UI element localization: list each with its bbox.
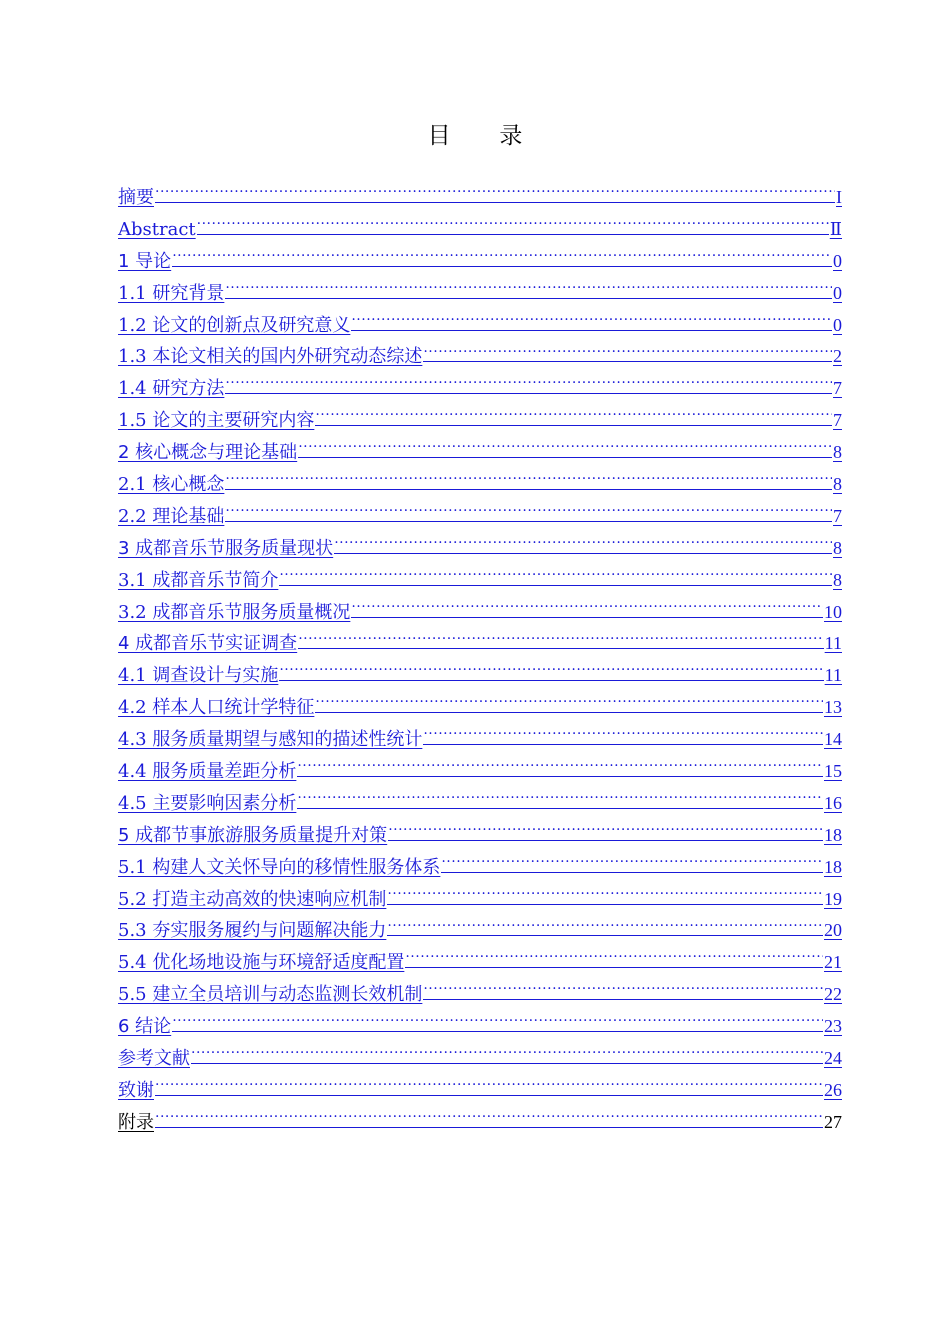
toc-entry-label: 1 导论 [118, 250, 172, 272]
toc-dot-leader [197, 216, 829, 235]
toc-entry-label: 5.4 优化场地设施与环境舒适度配置 [118, 952, 405, 974]
toc-entry-label: 3.2 成都音乐节服务质量概况 [118, 601, 351, 623]
toc-dot-leader [351, 312, 832, 331]
toc-entry-label: 2.2 理论基础 [118, 505, 225, 527]
toc-entry-page-number: 22 [824, 984, 842, 1005]
toc-entry[interactable] [118, 660, 842, 692]
toc-entry[interactable] [118, 278, 842, 310]
toc-entry[interactable] [118, 692, 842, 724]
toc-entry[interactable] [118, 947, 842, 979]
toc-entry-label: 1.2 论文的创新点及研究意义 [118, 314, 351, 336]
toc-entry-label: 1.3 本论文相关的国内外研究动态综述 [118, 346, 423, 368]
toc-dot-leader [279, 567, 832, 586]
toc-entry[interactable] [118, 788, 842, 820]
toc-dot-leader [297, 758, 823, 777]
toc-dot-leader [334, 535, 832, 554]
toc-entry-page-number: 7 [833, 378, 842, 399]
toc-entry-page-number: 20 [824, 920, 842, 941]
toc-dot-leader [225, 280, 832, 299]
toc-entry-label: 2.1 核心概念 [118, 474, 225, 496]
toc-entry-label: 附录 [118, 1111, 154, 1133]
toc-entry-label: 5.2 打造主动高效的快速响应机制 [118, 888, 387, 910]
toc-entry-page-number: 8 [833, 537, 842, 558]
toc-dot-leader [172, 1013, 823, 1032]
toc-entry-label: 4.2 样本人口统计学特征 [118, 697, 315, 719]
toc-entry-page-number: 21 [824, 952, 842, 973]
toc-entry-page-number: 23 [824, 1016, 842, 1037]
toc-entry[interactable] [118, 246, 842, 278]
toc-entry[interactable] [118, 373, 842, 405]
toc-dot-leader [315, 407, 832, 426]
toc-entry[interactable] [118, 501, 842, 533]
toc-entry-label: 参考文献 [118, 1048, 190, 1070]
toc-entry-label: 4.5 主要影响因素分析 [118, 792, 297, 814]
toc-entry-label: 1.1 研究背景 [118, 282, 225, 304]
toc-entry-label: 4.4 服务质量差距分析 [118, 761, 297, 783]
toc-entry-page-number: 13 [824, 697, 842, 718]
page-title: 目 录 [427, 123, 544, 149]
toc-entry[interactable] [118, 469, 842, 501]
toc-entry [118, 1107, 842, 1139]
toc-entry[interactable] [118, 724, 842, 756]
toc-entry-label: 摘要 [118, 187, 154, 208]
toc-entry[interactable] [118, 820, 842, 852]
toc-dot-leader [155, 184, 835, 203]
toc-entry-page-number: 0 [833, 250, 842, 271]
toc-entry-label: 1.5 论文的主要研究内容 [118, 410, 315, 432]
toc-entry[interactable] [118, 437, 842, 469]
toc-entry-label: Abstract [118, 218, 196, 240]
toc-entry-page-number: I [836, 187, 842, 207]
toc-entry[interactable] [118, 597, 842, 629]
toc-entry-page-number: Ⅱ [829, 218, 842, 239]
toc-dot-leader [297, 790, 823, 809]
toc-dot-leader [315, 694, 823, 713]
toc-dot-leader [191, 1045, 823, 1064]
toc-dot-leader [279, 662, 823, 681]
toc-dot-leader [405, 949, 823, 968]
toc-dot-leader [225, 471, 832, 490]
toc-dot-leader [423, 343, 832, 362]
toc-entry-page-number: 26 [824, 1079, 842, 1100]
toc-entry-label: 致谢 [118, 1079, 154, 1101]
toc-entry[interactable] [118, 565, 842, 597]
toc-dot-leader [298, 439, 832, 458]
toc-entry-page-number: 7 [833, 410, 842, 431]
toc-entry-page-number: 19 [824, 888, 842, 909]
toc-entry-label: 3.1 成都音乐节简介 [118, 569, 279, 591]
toc-dot-leader [225, 375, 832, 394]
toc-entry-page-number: 11 [824, 633, 842, 654]
toc-entry-label: 5.5 建立全员培训与动态监测长效机制 [118, 984, 423, 1006]
toc-entry-label: 1.4 研究方法 [118, 378, 225, 400]
toc-entry-label: 6 结论 [118, 1016, 172, 1038]
toc-dot-leader [387, 917, 823, 936]
toc-entry[interactable] [118, 405, 842, 437]
toc-entry[interactable] [118, 628, 842, 660]
toc-entry[interactable] [118, 1011, 842, 1043]
toc-entry[interactable] [118, 341, 842, 373]
toc-dot-leader [225, 503, 832, 522]
toc-entry[interactable] [118, 756, 842, 788]
toc-entry-page-number: 15 [824, 761, 842, 782]
toc-entry-page-number: 8 [833, 442, 842, 463]
toc-entry-page-number: 7 [833, 505, 842, 526]
toc-entry[interactable] [118, 979, 842, 1011]
toc-dot-leader [388, 822, 823, 841]
toc-dot-leader [155, 1077, 823, 1096]
toc-entry-label: 3 成都音乐节服务质量现状 [118, 537, 334, 559]
toc-entry-page-number: 0 [833, 282, 842, 303]
toc-entry[interactable] [118, 310, 842, 342]
toc-entry-label: 4.1 调查设计与实施 [118, 665, 279, 687]
toc-entry-page-number: 18 [824, 856, 842, 877]
toc-dot-leader [423, 726, 823, 745]
toc-entry-page-number: 10 [824, 601, 842, 622]
toc-entry-label: 5.1 构建人文关怀导向的移情性服务体系 [118, 856, 441, 878]
toc-entry-page-number: 14 [824, 729, 842, 750]
toc-entry[interactable] [118, 533, 842, 565]
toc-entry[interactable] [118, 915, 842, 947]
table-of-contents [118, 182, 842, 1139]
toc-entry-page-number: 8 [833, 474, 842, 495]
toc-entry[interactable] [118, 182, 842, 214]
toc-dot-leader [387, 886, 823, 905]
toc-entry-label: 4 成都音乐节实证调查 [118, 633, 298, 655]
toc-entry-label: 4.3 服务质量期望与感知的描述性统计 [118, 729, 423, 751]
toc-entry-page-number: 0 [833, 314, 842, 335]
toc-entry-page-number: 8 [833, 569, 842, 590]
toc-entry[interactable] [118, 884, 842, 916]
toc-entry-page-number: 2 [833, 346, 842, 367]
toc-dot-leader [155, 1109, 823, 1128]
toc-dot-leader [298, 630, 823, 649]
toc-entry-label: 5.3 夯实服务履约与问题解决能力 [118, 920, 387, 942]
toc-dot-leader [172, 248, 832, 267]
toc-entry-label: 5 成都节事旅游服务质量提升对策 [118, 824, 388, 846]
toc-entry-page-number: 11 [824, 665, 842, 686]
toc-entry[interactable] [118, 1075, 842, 1107]
toc-entry[interactable] [118, 1043, 842, 1075]
toc-entry-label: 2 核心概念与理论基础 [118, 442, 298, 464]
toc-dot-leader [351, 599, 823, 618]
toc-entry-page-number: 24 [824, 1048, 842, 1069]
toc-entry-page-number: 27 [824, 1111, 842, 1132]
toc-entry[interactable] [118, 852, 842, 884]
toc-entry-page-number: 18 [824, 824, 842, 845]
toc-dot-leader [423, 981, 823, 1000]
toc-dot-leader [441, 854, 823, 873]
toc-entry-page-number: 16 [824, 792, 842, 813]
toc-entry[interactable] [118, 214, 842, 246]
